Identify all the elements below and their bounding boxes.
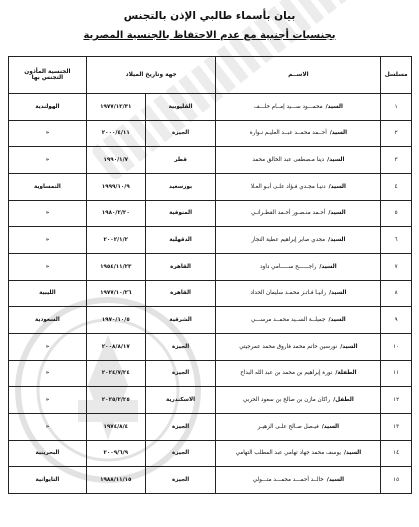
nationality-cell: « xyxy=(9,200,87,227)
table-row xyxy=(9,387,412,414)
person-name: نورة إبراهيم بن محمد بن عبد الله البداح xyxy=(240,370,333,377)
birthplace-cell: الجيزة xyxy=(145,333,216,360)
birthdate-cell: ١٩٧٧/١٠/٢٦ xyxy=(86,280,145,307)
column-header-name: الاســم xyxy=(216,57,381,94)
birthplace-cell: القليوبية xyxy=(145,94,216,121)
birthdate-cell: ١٩٧٧/١٢/٣١ xyxy=(86,94,145,121)
birthplace-cell: الجيزة xyxy=(145,120,216,147)
table-row xyxy=(9,173,412,200)
table-row xyxy=(9,333,412,360)
birthdate-cell: ٢٠٠٠/٤/١١ xyxy=(86,120,145,147)
name-cell xyxy=(216,120,381,147)
person-title: الطفل/ xyxy=(333,397,354,404)
birthdate-cell: ٢٠٠٨/٨/١٧ xyxy=(86,333,145,360)
birthdate-cell: ١٩٩٩/١٠/٩ xyxy=(86,173,145,200)
nationality-cell: التايوانية xyxy=(9,467,87,494)
person-name: خالــد أحمـــد محمـــد متـــولي xyxy=(252,477,324,484)
serial-cell: ٤ xyxy=(381,173,412,200)
name-cell xyxy=(216,307,381,334)
name-cell xyxy=(216,94,381,121)
table-row xyxy=(9,227,412,254)
person-name: أحــمد محمــد عبــد العليـم نـوارة xyxy=(249,130,327,137)
birthplace-cell: الشرقية xyxy=(145,307,216,334)
nationality-header-line2: التجنس بها xyxy=(31,75,64,81)
serial-cell: ٧ xyxy=(381,253,412,280)
birthdate-cell: ١٩٩٠/١/٧ xyxy=(86,147,145,174)
name-cell xyxy=(216,360,381,387)
birthplace-cell: قطر xyxy=(145,147,216,174)
birthdate-cell: ٢٠٢٥/٢/٢٥ xyxy=(86,387,145,414)
nationality-cell: النمساوية xyxy=(9,173,87,200)
name-cell xyxy=(216,173,381,200)
nationality-cell: « xyxy=(9,147,87,174)
person-name: راكان مازن بن صالح بن سعود الحربي xyxy=(243,397,331,404)
serial-cell: ١٢ xyxy=(381,387,412,414)
table-body xyxy=(9,94,412,494)
nationality-cell: « xyxy=(9,333,87,360)
serial-cell: ٩ xyxy=(381,307,412,334)
person-name: مجدي صابر إبراهيم عطية النجار xyxy=(251,237,326,244)
nationality-cell: « xyxy=(9,120,87,147)
serial-cell: ٨ xyxy=(381,280,412,307)
nationality-header-line1: الجنسية المأذون xyxy=(24,69,71,75)
name-cell xyxy=(216,280,381,307)
birthplace-cell: الدقهلية xyxy=(145,227,216,254)
serial-cell: ٥ xyxy=(381,200,412,227)
table-row xyxy=(9,200,412,227)
serial-cell: ١٣ xyxy=(381,413,412,440)
birthplace-cell: المنوفية xyxy=(145,200,216,227)
name-cell xyxy=(216,333,381,360)
birthdate-cell: ١٩٨٨/١١/١٥ xyxy=(86,467,145,494)
birthplace-cell: الجيزة xyxy=(145,440,216,467)
person-name: راجــــــح ســـــامي داود xyxy=(260,263,317,270)
applicants-table xyxy=(8,56,412,494)
birthplace-cell: القاهرة xyxy=(145,280,216,307)
nationality-cell: الليبية xyxy=(9,280,87,307)
nationality-cell: « xyxy=(9,413,87,440)
person-title: السيد/ xyxy=(327,157,345,164)
nationality-cell: « xyxy=(9,227,87,254)
person-name: رانيـا فـاتـز محمـد سليمان الحداد xyxy=(250,290,327,297)
serial-cell: ١٥ xyxy=(381,467,412,494)
serial-cell: ٢ xyxy=(381,120,412,147)
person-title: السيد/ xyxy=(328,183,346,190)
person-name: دينا مـصطفى عبد الخالق محمد xyxy=(252,157,325,164)
birthdate-cell: ١٩٥٤/١١/٢٣ xyxy=(86,253,145,280)
nationality-cell: « xyxy=(9,387,87,414)
birthplace-cell: الجيزة xyxy=(145,360,216,387)
person-title: الطفلة/ xyxy=(335,370,357,377)
nationality-cell: السعودية xyxy=(9,307,87,334)
table-row xyxy=(9,307,412,334)
birthdate-cell: ١٩٧٠/١٠/٥ xyxy=(86,307,145,334)
birthdate-cell: ٢٠٠٩/٦/٩ xyxy=(86,440,145,467)
nationality-cell: « xyxy=(9,253,87,280)
person-title: السيد/ xyxy=(326,477,345,484)
name-cell xyxy=(216,227,381,254)
birthplace-cell: الجيزة xyxy=(145,467,216,494)
birthdate-cell: ٢٠٠٢/١/٢ xyxy=(86,227,145,254)
person-name: يوسف محمد جهاد تهامي عبد المطلب التهامي xyxy=(235,450,341,457)
column-header-nationality xyxy=(9,57,87,94)
table-row xyxy=(9,360,412,387)
person-title: السيد/ xyxy=(340,343,358,350)
birthdate-cell: ١٩٨٠/٢/٢٠ xyxy=(86,200,145,227)
table-row xyxy=(9,467,412,494)
person-title: السيد/ xyxy=(319,263,337,270)
person-title: السيد/ xyxy=(321,423,340,430)
table-row xyxy=(9,147,412,174)
serial-cell: ١٤ xyxy=(381,440,412,467)
name-cell xyxy=(216,413,381,440)
name-cell xyxy=(216,440,381,467)
table-row xyxy=(9,120,412,147)
nationality-cell: البحرينية xyxy=(9,440,87,467)
name-cell xyxy=(216,200,381,227)
name-cell xyxy=(216,387,381,414)
birthplace-cell: بورسعيد xyxy=(145,173,216,200)
table-row xyxy=(9,440,412,467)
table-row xyxy=(9,413,412,440)
person-title: السيد/ xyxy=(328,237,346,244)
person-title: السيد/ xyxy=(325,103,343,110)
birthdate-cell: ٢٠٢٤/٧/٢٤ xyxy=(86,360,145,387)
table-header-row xyxy=(9,57,412,94)
serial-cell: ٣ xyxy=(381,147,412,174)
person-name: جميلــة الســيد محمــد مرســـي xyxy=(251,317,326,324)
person-name: أحـمد منـصـور أحـمد القطـرانـي xyxy=(251,210,326,217)
birthplace-cell: القاهرة xyxy=(145,253,216,280)
table-row xyxy=(9,280,412,307)
person-title: السيد/ xyxy=(343,450,362,457)
birthplace-cell: الجيزة xyxy=(145,413,216,440)
person-title: السيد/ xyxy=(328,210,346,217)
name-cell xyxy=(216,467,381,494)
person-title: السيد/ xyxy=(328,317,346,324)
document-subtitle: بجنسيات أجنبية مع عدم الاحتفاظ بالجنسية المصرية xyxy=(83,30,336,41)
person-name: محمـــود ســـيد إمــام خلـــف xyxy=(253,103,323,110)
name-cell xyxy=(216,253,381,280)
person-name: فيـصل صـالح علـى الزهيـر xyxy=(257,423,319,430)
serial-cell: ١ xyxy=(381,94,412,121)
person-title: السيد/ xyxy=(329,130,348,137)
serial-cell: ١٠ xyxy=(381,333,412,360)
serial-cell: ٦ xyxy=(381,227,412,254)
nationality-cell: « xyxy=(9,360,87,387)
birthplace-cell: الاسكندرية xyxy=(145,387,216,414)
birthdate-cell: ١٩٧٤/٨/٤ xyxy=(86,413,145,440)
name-cell xyxy=(216,147,381,174)
person-name: نورسين حاتم محمد فاروق محمد عمرجيتي xyxy=(239,343,338,350)
table-row xyxy=(9,253,412,280)
person-name: دنيـا مجـدي فـؤاد علـى أبـو العـلا xyxy=(250,183,326,190)
person-title: السيد/ xyxy=(329,290,347,297)
nationality-cell: الهولندية xyxy=(9,94,87,121)
column-header-birth: جهة وتاريخ الميلاد xyxy=(86,57,216,94)
serial-cell: ١١ xyxy=(381,360,412,387)
document-title: بيان بأسماء طالبي الإذن بالتجنس xyxy=(123,10,296,22)
column-header-serial: مسلسل xyxy=(381,57,412,94)
table-row xyxy=(9,94,412,121)
